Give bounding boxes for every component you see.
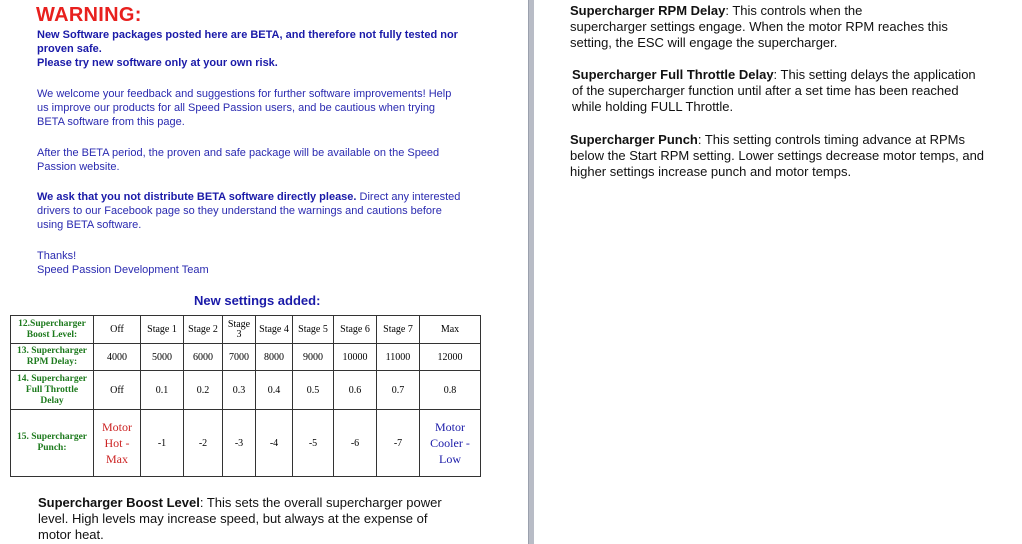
feedback-line: us improve our products for all Speed Passion users, and be cautious when trying: [37, 102, 436, 114]
boost-line: motor heat.: [38, 527, 104, 542]
table-row: [11, 371, 481, 410]
row-label-line: Punch:: [37, 443, 67, 453]
throttle-line-text: : This setting delays the application: [773, 67, 976, 82]
punch-line: [570, 132, 1022, 148]
rpm-line: supercharger settings engage. When the motor RPM reaches this: [570, 19, 948, 34]
punch-cool-line: Motor: [435, 420, 465, 434]
table-cell: 0.5: [293, 371, 334, 410]
table-cell: 0.3: [223, 371, 256, 410]
punch-hot-line: Motor: [102, 420, 132, 434]
rpm-line: setting, the ESC will engage the supercharger.: [570, 35, 838, 50]
table-cell: 0.1: [141, 371, 184, 410]
table-cell: Off: [94, 371, 141, 410]
boost-line: [38, 495, 518, 511]
table-cell: Stage 6: [334, 316, 377, 344]
table-cell: 8000: [256, 344, 293, 371]
after-beta-line: Passion website.: [37, 161, 120, 173]
punch-description: [570, 132, 1022, 180]
punch-cool-line: Low: [439, 452, 461, 466]
table-row: [11, 410, 481, 477]
throttle-line: of the supercharger function until after a set time has been reached: [572, 83, 959, 98]
table-cell: [223, 316, 256, 344]
table-heading: New settings added:: [194, 293, 321, 308]
table-cell: 12000: [420, 344, 481, 371]
table-cell: Stage 4: [256, 316, 293, 344]
throttle-line: [572, 67, 1022, 83]
table-row: [11, 316, 481, 344]
row-label-line: Delay: [40, 395, 64, 406]
punch-hot-cell: [94, 410, 141, 477]
table-cell: 4000: [94, 344, 141, 371]
punch-cool-line: Cooler -: [430, 436, 470, 450]
signoff: [37, 249, 497, 277]
table-cell: -7: [377, 410, 420, 477]
table-cell: -1: [141, 410, 184, 477]
punch-line: higher settings increase punch and motor temps.: [570, 164, 852, 179]
rpm-title: Supercharger RPM Delay: [570, 3, 726, 18]
table-cell: -4: [256, 410, 293, 477]
thanks-text: Thanks!: [37, 250, 77, 262]
row-label-line: 15. Supercharger: [16, 432, 87, 442]
table-cell: 6000: [184, 344, 223, 371]
warning-line: proven safe.: [37, 43, 102, 55]
right-page: [534, 0, 1022, 544]
punch-hot-line: Hot -: [104, 436, 130, 450]
boost-description: [38, 495, 518, 543]
throttle-title: Supercharger Full Throttle Delay: [572, 67, 774, 82]
punch-hot-line: Max: [106, 452, 128, 466]
punch-cool-cell: [420, 410, 481, 477]
row-label: [11, 410, 94, 477]
punch-title: Supercharger Punch: [570, 132, 698, 147]
row-label: [11, 344, 94, 371]
table-row: [11, 344, 481, 371]
table-cell: Max: [420, 316, 481, 344]
feedback-line: BETA software from this page.: [37, 116, 185, 128]
distribute-line: drivers to our Facebook page so they understand the warnings and cautions before: [37, 205, 442, 217]
row-label: [11, 371, 94, 410]
table-cell: 7000: [223, 344, 256, 371]
warning-line: New Software packages posted here are BETA, and therefore not fully tested nor: [37, 29, 458, 41]
table-cell: 10000: [334, 344, 377, 371]
after-beta-text: [37, 146, 497, 174]
row-label-line: RPM Delay:: [26, 357, 78, 367]
rpm-delay-description: [570, 3, 1020, 51]
table-cell: 0.7: [377, 371, 420, 410]
warning-line: Please try new software only at your own risk.: [37, 57, 278, 69]
row-label-line: 13. Supercharger: [16, 346, 87, 356]
table-cell: 0.6: [334, 371, 377, 410]
boost-title: Supercharger Boost Level: [38, 495, 200, 510]
table-cell: 11000: [377, 344, 420, 371]
distribute-bold: We ask that you not distribute BETA software directly please.: [37, 191, 357, 203]
table-cell: Off: [94, 316, 141, 344]
table-cell: -6: [334, 410, 377, 477]
team-text: Speed Passion Development Team: [37, 264, 209, 276]
boost-line: level. High levels may increase speed, but always at the expense of: [38, 511, 428, 526]
table-cell: -2: [184, 410, 223, 477]
boost-line-text: : This sets the overall supercharger power: [199, 495, 442, 510]
feedback-line: We welcome your feedback and suggestions for further software improvements! Help: [37, 88, 452, 100]
rpm-line-text: : This controls when the: [725, 3, 863, 18]
table-cell: 9000: [293, 344, 334, 371]
row-label: [11, 316, 94, 344]
row-label-line: 14. Supercharger: [16, 373, 87, 384]
distribute-rest: Direct any interested: [356, 191, 461, 203]
feedback-text: [37, 87, 497, 129]
table-cell: 0.8: [420, 371, 481, 410]
after-beta-line: After the BETA period, the proven and safe package will be available on the Speed: [37, 147, 440, 159]
table-cell: -5: [293, 410, 334, 477]
punch-line: below the Start RPM setting. Lower settings decrease motor temps, and: [570, 148, 985, 163]
warning-text: [37, 28, 497, 70]
distribute-line: [37, 190, 497, 204]
warning-title: WARNING:: [36, 4, 142, 26]
row-label-line: Full Throttle: [25, 384, 79, 395]
distribute-text: [37, 190, 497, 232]
throttle-line: while holding FULL Throttle.: [572, 99, 734, 114]
table-cell: 0.2: [184, 371, 223, 410]
table-cell: -3: [223, 410, 256, 477]
rpm-line: [570, 3, 1020, 19]
stage-3-label: Stage 3: [227, 318, 251, 340]
settings-table: [10, 315, 481, 477]
table-cell: 5000: [141, 344, 184, 371]
row-label-line: 12.Supercharger: [18, 318, 86, 329]
table-cell: 0.4: [256, 371, 293, 410]
distribute-line: using BETA software.: [37, 219, 142, 231]
punch-line-text: : This setting controls timing advance at RPMs: [697, 132, 965, 147]
table-cell: Stage 5: [293, 316, 334, 344]
row-label-line: Boost Level:: [26, 329, 78, 340]
table-cell: Stage 7: [377, 316, 420, 344]
table-cell: Stage 1: [141, 316, 184, 344]
table-cell: Stage 2: [184, 316, 223, 344]
full-throttle-description: [572, 67, 1022, 115]
